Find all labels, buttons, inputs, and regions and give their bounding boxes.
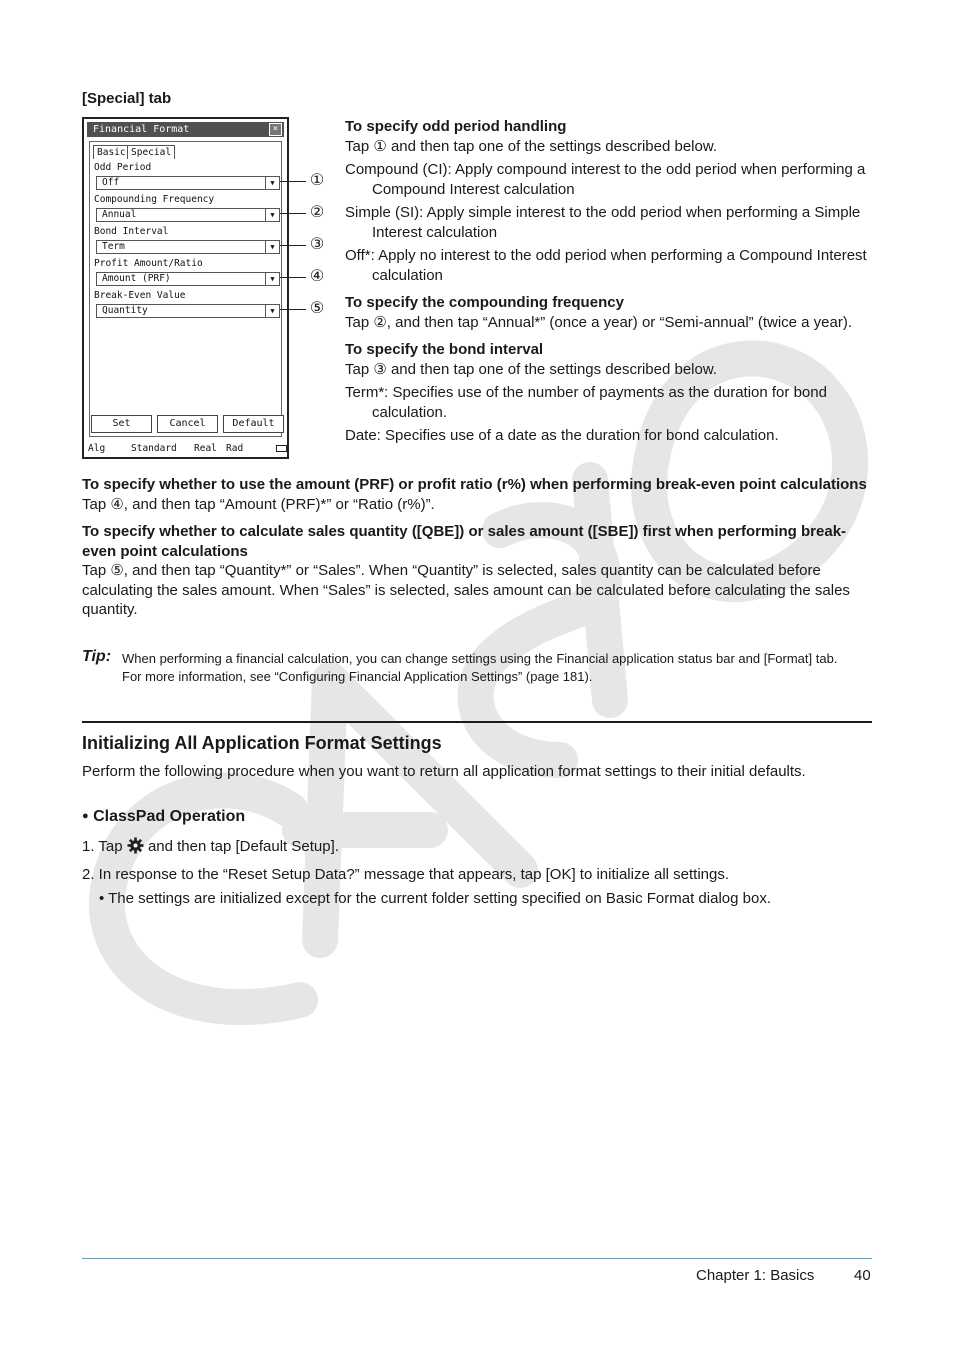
- step-1-after: and then tap [Default Setup].: [147, 838, 339, 855]
- tip-body: When performing a financial calculation, you can change settings using the Financial application status bar and [Format] tab. For more information, see “Configuring Financial Application Settings” (page 181).: [122, 651, 838, 684]
- status-bar: [86, 442, 285, 456]
- set-button[interactable]: Set: [91, 415, 152, 433]
- special-tab-heading: [Special] tab: [82, 90, 172, 107]
- compounding-frequency-value: Annual: [102, 209, 137, 220]
- callout-line-2: [280, 213, 306, 214]
- init-section-intro: Perform the following procedure when you want to return all application format settings to their initial defaults.: [82, 763, 806, 780]
- callout-line-3: [280, 245, 306, 246]
- classpad-operation-heading: [82, 807, 245, 827]
- bond-heading: To specify the bond interval: [345, 341, 544, 358]
- break-even-value-value: Quantity: [102, 305, 148, 316]
- callout-1: ①: [309, 172, 325, 189]
- bond-intro: Tap ③ and then tap one of the settings described below.: [345, 360, 718, 378]
- odd-period-value: Off: [102, 177, 120, 188]
- step-2-note: • The settings are initialized except for the current folder setting specified on Basic Format dialog box.: [99, 890, 771, 907]
- odd-period-compound: Compound (CI): Apply compound interest to the odd period when performing a Compound Interest calculation: [345, 161, 866, 198]
- odd-period-dropdown[interactable]: [96, 176, 280, 190]
- financial-format-dialog-screenshot: [82, 117, 289, 459]
- break-even-value-dropdown[interactable]: [96, 304, 280, 318]
- callout-line-5: [280, 309, 306, 310]
- prf-body: Tap ④, and then tap “Amount (PRF)*” or “Ratio (r%)”.: [82, 495, 435, 513]
- gear-icon[interactable]: [127, 837, 144, 854]
- callout-line-1: [280, 181, 306, 182]
- break-even-value-label: Break-Even Value: [94, 290, 186, 301]
- tip-label: Tip:: [82, 648, 112, 665]
- init-section-title: Initializing All Application Format Settings: [82, 733, 442, 753]
- compounding-frequency-label: Compounding Frequency: [94, 194, 215, 205]
- right-column: [345, 117, 870, 446]
- qbe-body: Tap ⑤, and then tap “Quantity*” or “Sales”. When “Quantity” is selected, sales quantity can be calculated before calculating the sales amount. When “Sales” is selected, sales amount can be calculated before calculating the sales quantity.: [82, 562, 850, 618]
- tab-special[interactable]: Special: [127, 145, 175, 159]
- odd-period-simple: Simple (SI): Apply simple interest to the odd period when performing a Simple Interest calculation: [345, 204, 861, 241]
- profit-amount-ratio-dropdown[interactable]: [96, 272, 280, 286]
- compounding-heading: To specify the compounding frequency: [345, 294, 624, 311]
- odd-period-intro: Tap ① and then tap one of the settings described below.: [345, 137, 718, 155]
- classpad-operation-label: ClassPad Operation: [93, 808, 246, 825]
- status-alg[interactable]: Alg: [88, 443, 106, 454]
- chevron-down-icon[interactable]: ▼: [265, 273, 279, 285]
- status-real[interactable]: Real: [194, 443, 217, 454]
- chevron-down-icon[interactable]: ▼: [265, 209, 279, 221]
- step-1: [82, 837, 872, 857]
- bond-interval-dropdown[interactable]: [96, 240, 280, 254]
- dialog-titlebar: [87, 122, 284, 137]
- callout-4: ④: [309, 268, 325, 285]
- close-icon[interactable]: ×: [269, 123, 282, 136]
- bond-interval-label: Bond Interval: [94, 226, 169, 237]
- footer-chapter: Chapter 1: Basics: [696, 1267, 815, 1284]
- dialog-title: Financial Format: [93, 124, 190, 135]
- step-2: 2. In response to the “Reset Setup Data?” message that appears, tap [OK] to initialize all settings.: [82, 866, 730, 883]
- odd-period-label: Odd Period: [94, 162, 152, 173]
- chevron-down-icon[interactable]: ▼: [265, 305, 279, 317]
- callout-2: ②: [309, 204, 325, 221]
- odd-period-off: Off*: Apply no interest to the odd period when performing a Compound Interest calculation: [345, 247, 867, 284]
- compounding-frequency-dropdown[interactable]: [96, 208, 280, 222]
- bond-term: Term*: Specifies use of the number of payments as the duration for bond calculation.: [345, 384, 827, 421]
- footer-rule: [82, 1258, 872, 1259]
- break-even-sections: [82, 475, 872, 620]
- callout-line-4: [280, 277, 306, 278]
- callout-5: ⑤: [309, 300, 325, 317]
- chevron-down-icon[interactable]: ▼: [265, 177, 279, 189]
- battery-icon: [276, 445, 287, 452]
- step-1-before: 1. Tap: [82, 838, 123, 855]
- bullet-icon: ●: [82, 810, 89, 822]
- qbe-heading: To specify whether to calculate sales quantity ([QBE]) or sales amount ([SBE]) first when performing break-even point calculations: [82, 523, 847, 560]
- odd-period-heading: To specify odd period handling: [345, 118, 567, 135]
- section-divider: [82, 721, 872, 723]
- status-standard[interactable]: Standard: [131, 443, 177, 454]
- profit-amount-ratio-label: Profit Amount/Ratio: [94, 258, 203, 269]
- cancel-button[interactable]: Cancel: [157, 415, 218, 433]
- status-rad[interactable]: Rad: [226, 443, 244, 454]
- callout-3: ③: [309, 236, 325, 253]
- footer-page-number: 40: [854, 1267, 871, 1284]
- prf-heading: To specify whether to use the amount (PRF) or profit ratio (r%) when performing break-even point calculations: [82, 476, 867, 493]
- compounding-body: Tap ②, and then tap “Annual*” (once a year) or “Semi-annual” (twice a year).: [345, 313, 853, 331]
- bond-date: Date: Specifies use of a date as the duration for bond calculation.: [345, 427, 779, 444]
- default-button[interactable]: Default: [223, 415, 284, 433]
- bond-interval-value: Term: [102, 241, 125, 252]
- chevron-down-icon[interactable]: ▼: [265, 241, 279, 253]
- profit-amount-ratio-value: Amount (PRF): [102, 273, 171, 284]
- tab-basic[interactable]: Basic: [93, 145, 130, 159]
